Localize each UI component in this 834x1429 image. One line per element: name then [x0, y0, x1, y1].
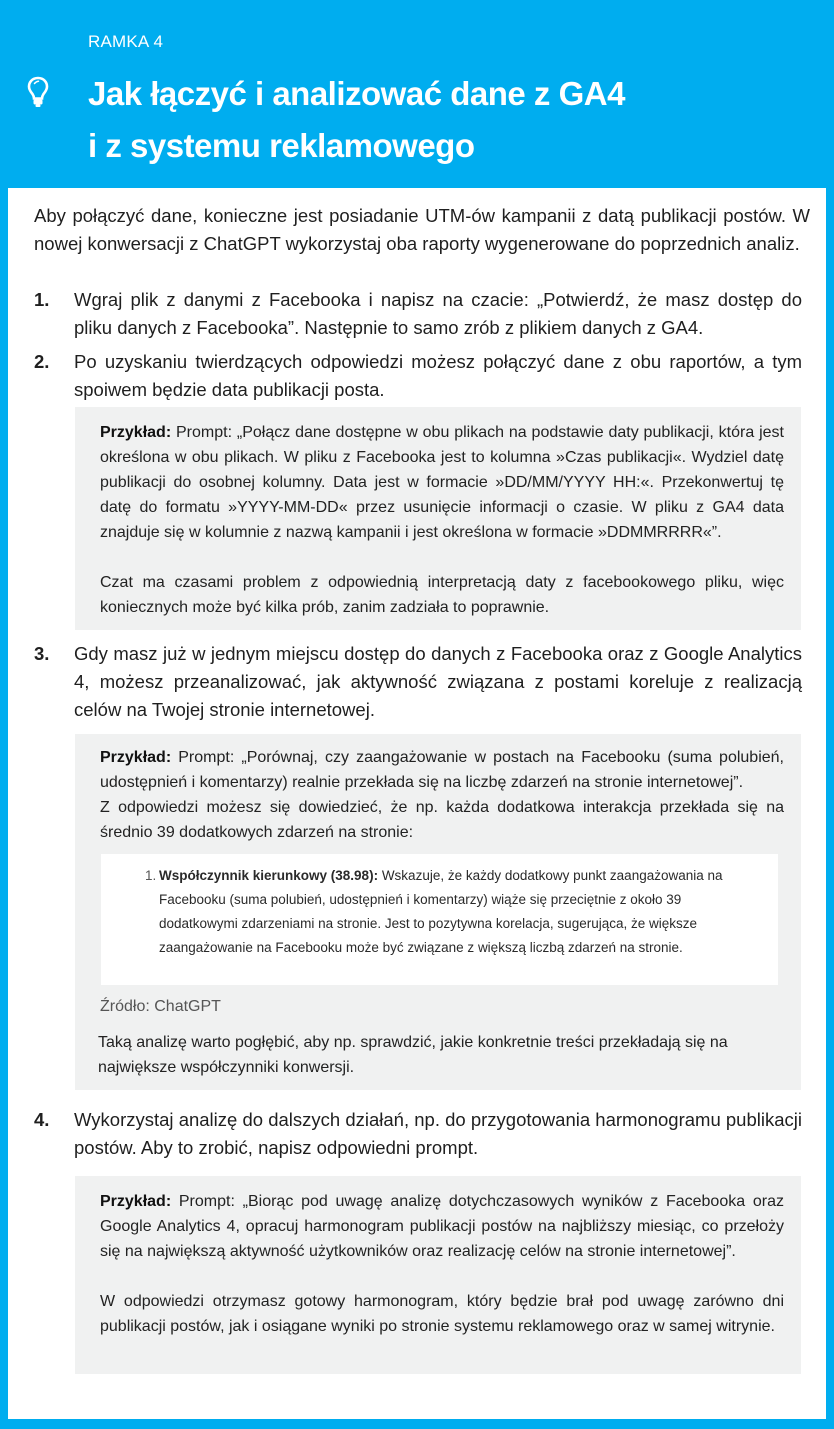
prompt-text: Prompt: „Połącz dane dostępne w obu plikach na podstawie daty publikacji, która jest określona w obu plikach. W pliku z Facebooka jest to kolumna »Czas publikacji«. Wydziel datę publikacji do osobnej kolumny. Data jest w formacie »DD/MM/YYYY HH:«. Przekonwertuj tę datę do formatu »YYYY-MM-DD« przez usunięcie informacji o czasie. W pliku z GA4 data znajduje się w kolumnie z nazwą kampanii i jest określona w formacie »DDMMRRRR«”.: [100, 424, 784, 541]
coefficient-label: Współczynnik kierunkowy (38.98):: [159, 868, 379, 883]
list-number: 1.: [145, 868, 157, 883]
box-content: [8, 188, 826, 1419]
step-text: Po uzyskaniu twierdzących odpowiedzi możesz połączyć dane z obu raportów, a tym spoiwem będzie data publikacji posta.: [74, 351, 802, 400]
box-header: [0, 0, 834, 188]
title-line-1: Jak łączyć i analizować dane z GA4: [88, 75, 625, 112]
example-prompt: [100, 745, 784, 795]
step-number: 3.: [34, 643, 50, 664]
chatgpt-screenshot: [101, 854, 778, 985]
example-prompt: [100, 420, 784, 545]
example-label: Przykład:: [100, 749, 172, 766]
lightbulb-icon: [26, 76, 50, 108]
example-note: Czat ma czasami problem z odpowiednią interpretacją daty z facebookowego pliku, więc koniecznych może być kilka prób, zanim zadziała to poprawnie.: [100, 574, 784, 616]
example-prompt: [100, 1189, 784, 1264]
screenshot-list-item: [145, 864, 759, 960]
example-followup: Taką analizę warto pogłębić, aby np. sprawdzić, jakie konkretnie treści przekładają się na największe współczynniki konwersji.: [98, 1034, 728, 1076]
page-title: [88, 68, 625, 172]
step-number: 1.: [34, 289, 50, 310]
step-text: Gdy masz już w jednym miejscu dostęp do danych z Facebooka oraz z Google Analytics 4, możesz przeanalizować, jak aktywność związana z postami koreluje z realizacją celów na Twojej stronie internetowej.: [74, 643, 802, 720]
title-line-2: i z systemu reklamowego: [88, 127, 475, 164]
intro-paragraph: Aby połączyć dane, konieczne jest posiadanie UTM-ów kampanii z datą publikacji postów. W nowej konwersacji z ChatGPT wykorzystaj oba raporty wygenerowane do poprzednich analiz.: [34, 205, 810, 254]
example-note: Z odpowiedzi możesz się dowiedzieć, że np. każda dodatkowa interakcja przekłada się na średnio 39 dodatkowych zdarzeń na stronie:: [100, 799, 784, 841]
prompt-text: Prompt: „Porównaj, czy zaangażowanie w postach na Facebooku (suma polubień, udostępnień i komentarzy) realnie przekłada się na liczbę zdarzeń na stronie internetowej”.: [100, 749, 784, 791]
example-note: W odpowiedzi otrzymasz gotowy harmonogram, który będzie brał pod uwagę zarówno dni publikacji postów, jak i osiągane wyniki po stronie systemu reklamowego oraz w samej witrynie.: [100, 1293, 784, 1335]
source-caption: Źródło: ChatGPT: [100, 998, 221, 1015]
step-text: Wgraj plik z danymi z Facebooka i napisz na czacie: „Potwierdź, że masz dostęp do pliku danych z Facebooka”. Następnie to samo zrób z plikiem danych z GA4.: [74, 289, 802, 338]
step-text: Wykorzystaj analizę do dalszych działań, np. do przygotowania harmonogramu publikacji postów. Aby to zrobić, napisz odpowiedni prompt.: [74, 1109, 802, 1158]
example-box-3: [75, 1176, 801, 1374]
example-box-1: [75, 407, 801, 630]
example-label: Przykład:: [100, 424, 172, 441]
box-label: RAMKA 4: [88, 32, 164, 51]
coefficient-text: Wskazuje, że każdy dodatkowy punkt zaangażowania na Facebooku (suma polubień, udostępnień i komentarzy) wiąże się przeciętnie z około 39 dodatkowymi zdarzeniami na stronie. Jest to pozytywna korelacja, sugerująca, że większe zaangażowanie na Facebooku może być związane z większą liczbą zdarzeń na stronie.: [159, 868, 723, 955]
step-number: 4.: [34, 1109, 50, 1130]
step-number: 2.: [34, 351, 50, 372]
prompt-text: Prompt: „Biorąc pod uwagę analizę dotychczasowych wyników z Facebooka oraz Google Analytics 4, opracuj harmonogram publikacji postów na najbliższy miesiąc, co przełoży się na największą aktywność użytkowników oraz realizację celów na stronie internetowej”.: [100, 1193, 784, 1260]
example-label: Przykład:: [100, 1193, 172, 1210]
